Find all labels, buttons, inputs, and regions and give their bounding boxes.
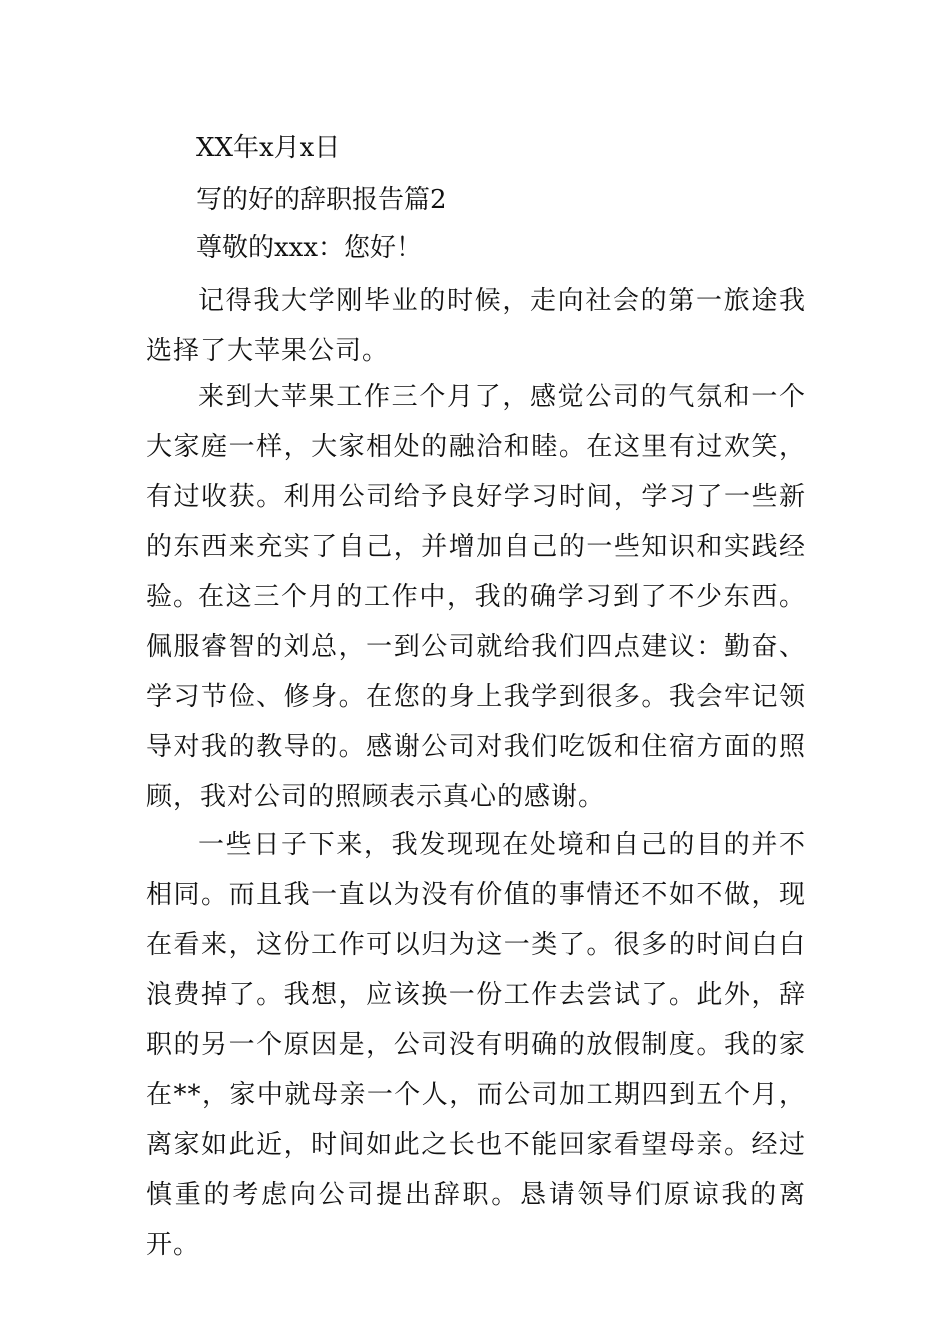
paragraph-3: 在这三个月的工作中，我的确学习到了不少东西。佩服睿智的刘总，一到公司就给我们四点建议：勤奋、学习节俭、修身。在您的身上我学到很多。我会牢记领导对我的教导的。感谢公司对我们吃饭和住宿方面的照顾，我对公司的照顾表示真心的感谢。 [146,582,806,812]
document-heading: 写的好的辞职报告篇2 [196,185,447,215]
paragraph-4: 一些日子下来，我发现现在处境和自己的目的并不相同。而且我一直以为没有价值的事情还不如不做，现在看来，这份工作可以归为这一类了。很多的时间白白浪费掉了。我想，应该换一份工作去尝试了。此外，辞职的另一个原因是，公司没有明确的放假制度。我的家在**，家中就母亲一个人，而公司加工期四到五个月，离家如此近，时间如此之长也不能回家看望母亲。经过慎重的考虑向公司提出辞职。恳请领导们原谅我的离开。 [146,830,806,1260]
date-line: XX年x月x日 [196,133,341,163]
salutation: 尊敬的xxx：您好！ [196,233,422,263]
paragraph-1: 记得我大学刚毕业的时候，走向社会的第一旅途我选择了大苹果公司。 [146,286,806,366]
paragraph-2: 来到大苹果工作三个月了，感觉公司的气氛和一个大家庭一样，大家相处的融洽和睦。在这里有过欢笑，有过收获。利用公司给予良好学习时间，学习了一些新的东西来充实了自己，并增加自己的一些知识和实践经验。 [146,382,806,612]
